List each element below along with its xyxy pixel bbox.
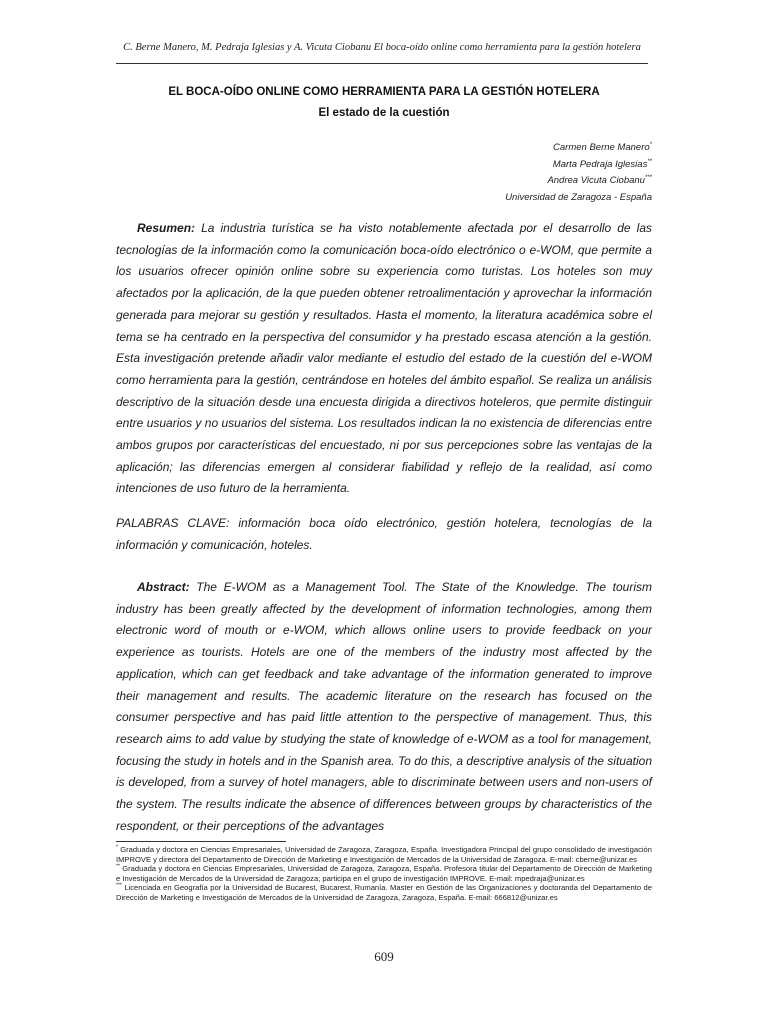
footnote-rule: [116, 841, 286, 842]
footnote-mark: *: [649, 141, 652, 148]
footnote-mark: *: [116, 844, 118, 851]
footnote-mark: **: [116, 863, 120, 870]
abstract-text: The E-WOM as a Management Tool. The State of the Knowledge. The tourism industry has been greatly affected by the development of information technologies, among them electronic word of mouth or e-WOM, which allows online users to provide feedback on your experience as tourists. Hotels are one of the members of the industry most affected by the application, which can get feedback and take advantage of the information generated to improve their management and results. The academic literature on the research has focused on the consumer perspective and has paid little attention to the perspective of management. Thus, this research aims to add value by studying the state of knowledge of e-WOM as a tool for management, focusing the study in hotels and in the Spanish area. To do this, a descriptive analysis of the situation is developed, from a survey of hotel managers, able to discriminate between users and non-users of the system. The results indicate the absence of differences between groups by characteristics of the respondent, or their perceptions of the advantages: [116, 580, 652, 833]
author-block: [352, 140, 652, 206]
article-title: EL BOCA-OÍDO ONLINE COMO HERRAMIENTA PARA LA GESTIÓN HOTELERA: [168, 86, 600, 98]
footnotes: [116, 845, 652, 903]
running-header: C. Berne Manero, M. Pedraja Iglesias y A. Vicuta Ciobanu El boca-oído online como herramienta para la gestión hotelera: [123, 42, 641, 53]
author-line: [352, 173, 652, 190]
footnote: [116, 864, 652, 883]
author-name: Marta Pedraja Iglesias: [552, 158, 648, 170]
footnote-text: Graduada y doctora en Ciencias Empresariales, Universidad de Zaragoza, Zaragoza, España. Investigadora Principal del grupo consolidado de investigación IMPROVE y directora del Departamento de Dirección de Marketing e Investigación de Mercados de la Universidad de Zaragoza. E-mail: cberne@unizar.es: [116, 845, 652, 864]
footnote: [116, 845, 652, 864]
footnote-text: Graduada y doctora en Ciencias Empresariales, Universidad de Zaragoza, Zaragoza, España. Profesora titular del Departamento de Dirección de Marketing e Investigación de Mercados de la Universidad de Zaragoza; participa en el grupo de investigación IMPROVE. E-mail: mpedraja@unizar.es: [116, 864, 652, 883]
article-subtitle: El estado de la cuestión: [318, 107, 450, 119]
abstract-paragraph: [116, 577, 652, 837]
author-line: [352, 157, 652, 174]
keywords-paragraph: PALABRAS CLAVE: información boca oído electrónico, gestión hotelera, tecnologías de la información y comunicación, hoteles.: [116, 516, 652, 552]
footnote-mark: **: [647, 158, 652, 165]
footnote-mark: ***: [116, 882, 122, 889]
resumen-label: Resumen:: [137, 221, 196, 235]
footnote: [116, 883, 652, 902]
header-rule: [116, 63, 648, 64]
affiliation: Universidad de Zaragoza - España: [505, 191, 652, 203]
footnote-text: Licenciada en Geografía por la Universidad de Bucarest, Bucarest, Rumanía. Master en Gestión de las Organizaciones y doctoranda del Departamento de Dirección de Marketing e Investigación de Mercados de la Universidad de Zaragoza, Zaragoza, España. E-mail: 666812@unizar.es: [116, 883, 652, 902]
author-line: [352, 140, 652, 157]
page-number: 609: [374, 949, 394, 964]
author-name: Carmen Berne Manero: [553, 142, 650, 153]
footnote-mark: ***: [644, 174, 652, 181]
resumen-paragraph: [116, 218, 652, 500]
author-name: Andrea Vicuta Ciobanu: [547, 175, 645, 186]
resumen-text: La industria turística se ha visto notablemente afectada por el desarrollo de las tecnologías de la información como la comunicación boca-oído electrónico o e-WOM, que permite a los usuarios ofrecer opinión online sobre su experiencia como turistas. Los hoteles son muy afectados por la aplicación, de la que pueden obtener retroalimentación y aprovechar la información generada para mejorar su gestión y resultados. Hasta el momento, la literatura académica sobre el tema se ha centrado en la perspectiva del consumidor y ha prestado escasa atención a la gestión. Esta investigación pretende añadir valor mediante el estudio del estado de la cuestión del e-WOM como herramienta para la gestión, centrándose en hoteles del ámbito español. Se realiza un análisis descriptivo de la situación desde una encuesta dirigida a directivos hoteleros, que permite distinguir entre usuarios y no usuarios del sistema. Los resultados indican la no existencia de diferencias entre ambos grupos por características del encuestado, ni por sus percepciones sobre las ventajas de la aplicación; las diferencias emergen al considerar fiabilidad y reflejo de la realidad, así como intenciones de uso futuro de la herramienta.: [116, 221, 652, 496]
abstract-label: Abstract:: [137, 580, 190, 594]
